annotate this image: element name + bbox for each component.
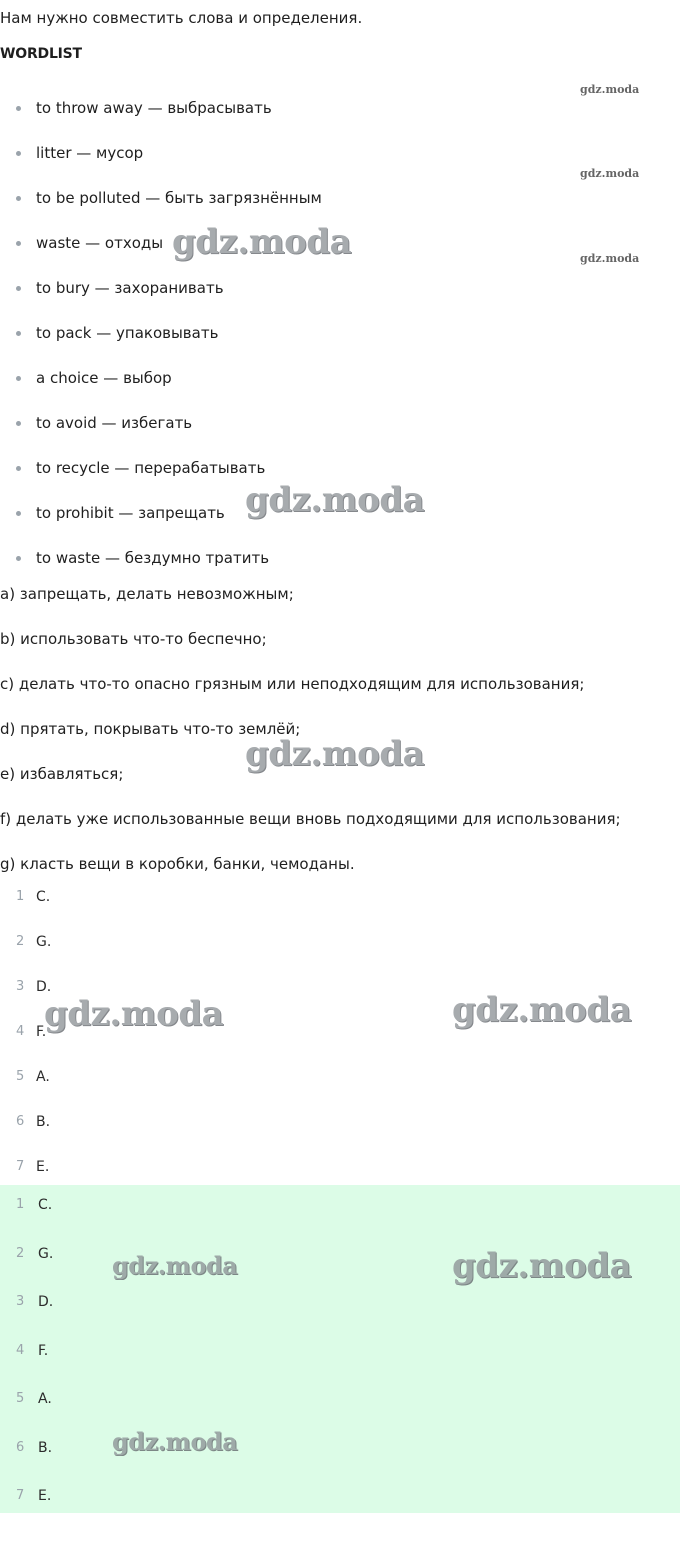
- answer-number: 7: [16, 1159, 25, 1174]
- watermark: gdz.moda: [580, 83, 640, 96]
- wordlist-heading: WORDLIST: [0, 46, 82, 62]
- bullet-icon: [16, 106, 21, 111]
- answer-number: 6: [16, 1114, 25, 1129]
- list-item: [0, 276, 680, 321]
- list-item-text: to avoid — избегать: [36, 414, 193, 432]
- answer-row: [0, 1110, 680, 1155]
- answer-number: 3: [16, 979, 25, 994]
- list-item-text: to be polluted — быть загрязнённым: [36, 189, 322, 207]
- answer-value: E.: [38, 1488, 52, 1504]
- answer-value: F.: [36, 1024, 47, 1040]
- answer-value: A.: [36, 1069, 50, 1085]
- list-item-text: waste — отходы: [36, 234, 164, 252]
- highlighted-answers-box: [0, 1185, 680, 1513]
- highlighted-answers-list: [0, 1193, 680, 1533]
- answer-number: 5: [16, 1069, 25, 1084]
- watermark: gdz.moda: [172, 222, 352, 262]
- answer-number: 1: [16, 1197, 25, 1212]
- watermark: gdz.moda: [112, 1427, 238, 1456]
- answer-value: B.: [38, 1439, 53, 1456]
- watermark: gdz.moda: [580, 167, 640, 180]
- answer-value: C.: [36, 889, 51, 905]
- intro-text: Нам нужно совместить слова и определения.: [0, 9, 363, 27]
- list-item-text: to prohibit — запрещать: [36, 504, 225, 522]
- list-item-text: to recycle — перерабатывать: [36, 459, 266, 477]
- watermark: gdz.moda: [580, 252, 640, 265]
- answer-value: D.: [38, 1294, 54, 1310]
- list-item: [0, 96, 680, 141]
- definition-line: b) использовать что-то беспечно;: [0, 630, 267, 648]
- watermark: gdz.moda: [452, 990, 632, 1030]
- list-item: [0, 411, 680, 456]
- answer-number: 4: [16, 1024, 25, 1039]
- answer-number: 4: [16, 1342, 25, 1358]
- watermark: gdz.moda: [245, 480, 425, 520]
- list-item-text: to throw away — выбрасывать: [36, 99, 272, 117]
- definition-line: c) делать что-то опасно грязным или неподходящим для использования;: [0, 675, 585, 693]
- list-item-text: to waste — бездумно тратить: [36, 549, 270, 567]
- answer-number: 3: [16, 1294, 25, 1309]
- list-item-text: to bury — захоранивать: [36, 279, 224, 297]
- answer-value: D.: [36, 979, 52, 995]
- answer-number: 2: [16, 934, 25, 949]
- answers-list: [0, 885, 680, 1200]
- bullet-icon: [16, 196, 21, 201]
- list-item: [0, 141, 680, 186]
- list-item: [0, 321, 680, 366]
- list-item-text: to pack — упаковывать: [36, 324, 219, 342]
- answer-row: [0, 1387, 680, 1436]
- bullet-icon: [16, 331, 21, 336]
- answer-number: 6: [16, 1439, 25, 1455]
- answer-row: [0, 1339, 680, 1388]
- bullet-icon: [16, 556, 21, 561]
- watermark: gdz.moda: [452, 1246, 632, 1286]
- answer-value: E.: [36, 1159, 50, 1175]
- bullet-icon: [16, 286, 21, 291]
- answer-value: A.: [38, 1391, 52, 1407]
- answer-row: [0, 1290, 680, 1339]
- answer-row: [0, 1436, 680, 1485]
- answer-value: C.: [38, 1197, 53, 1213]
- definition-line: e) избавляться;: [0, 765, 124, 783]
- answer-row: [0, 930, 680, 975]
- watermark: gdz.moda: [112, 1251, 238, 1280]
- definition-line: g) класть вещи в коробки, банки, чемоданы.: [0, 855, 355, 873]
- answer-row: [0, 885, 680, 930]
- bullet-icon: [16, 421, 21, 426]
- answer-number: 7: [16, 1488, 25, 1503]
- bullet-icon: [16, 151, 21, 156]
- answer-value: B.: [36, 1114, 51, 1130]
- list-item: [0, 366, 680, 411]
- answer-row: [0, 1484, 680, 1533]
- bullet-icon: [16, 376, 21, 381]
- answer-number: 5: [16, 1391, 25, 1406]
- answer-number: 2: [16, 1245, 25, 1261]
- answer-value: G.: [38, 1245, 54, 1262]
- answer-value: G.: [36, 934, 52, 950]
- watermark: gdz.moda: [44, 994, 224, 1034]
- answer-row: [0, 1193, 680, 1242]
- bullet-icon: [16, 466, 21, 471]
- answer-value: F.: [38, 1342, 49, 1359]
- definition-line: d) прятать, покрывать что-то землёй;: [0, 720, 301, 738]
- list-item-text: litter — мусор: [36, 144, 144, 162]
- definition-line: a) запрещать, делать невозможным;: [0, 585, 294, 603]
- bullet-icon: [16, 511, 21, 516]
- definition-line: f) делать уже использованные вещи вновь подходящими для использования;: [0, 810, 621, 828]
- watermark: gdz.moda: [245, 734, 425, 774]
- answer-number: 1: [16, 889, 25, 904]
- bullet-icon: [16, 241, 21, 246]
- list-item-text: a choice — выбор: [36, 369, 172, 387]
- answer-row: [0, 1065, 680, 1110]
